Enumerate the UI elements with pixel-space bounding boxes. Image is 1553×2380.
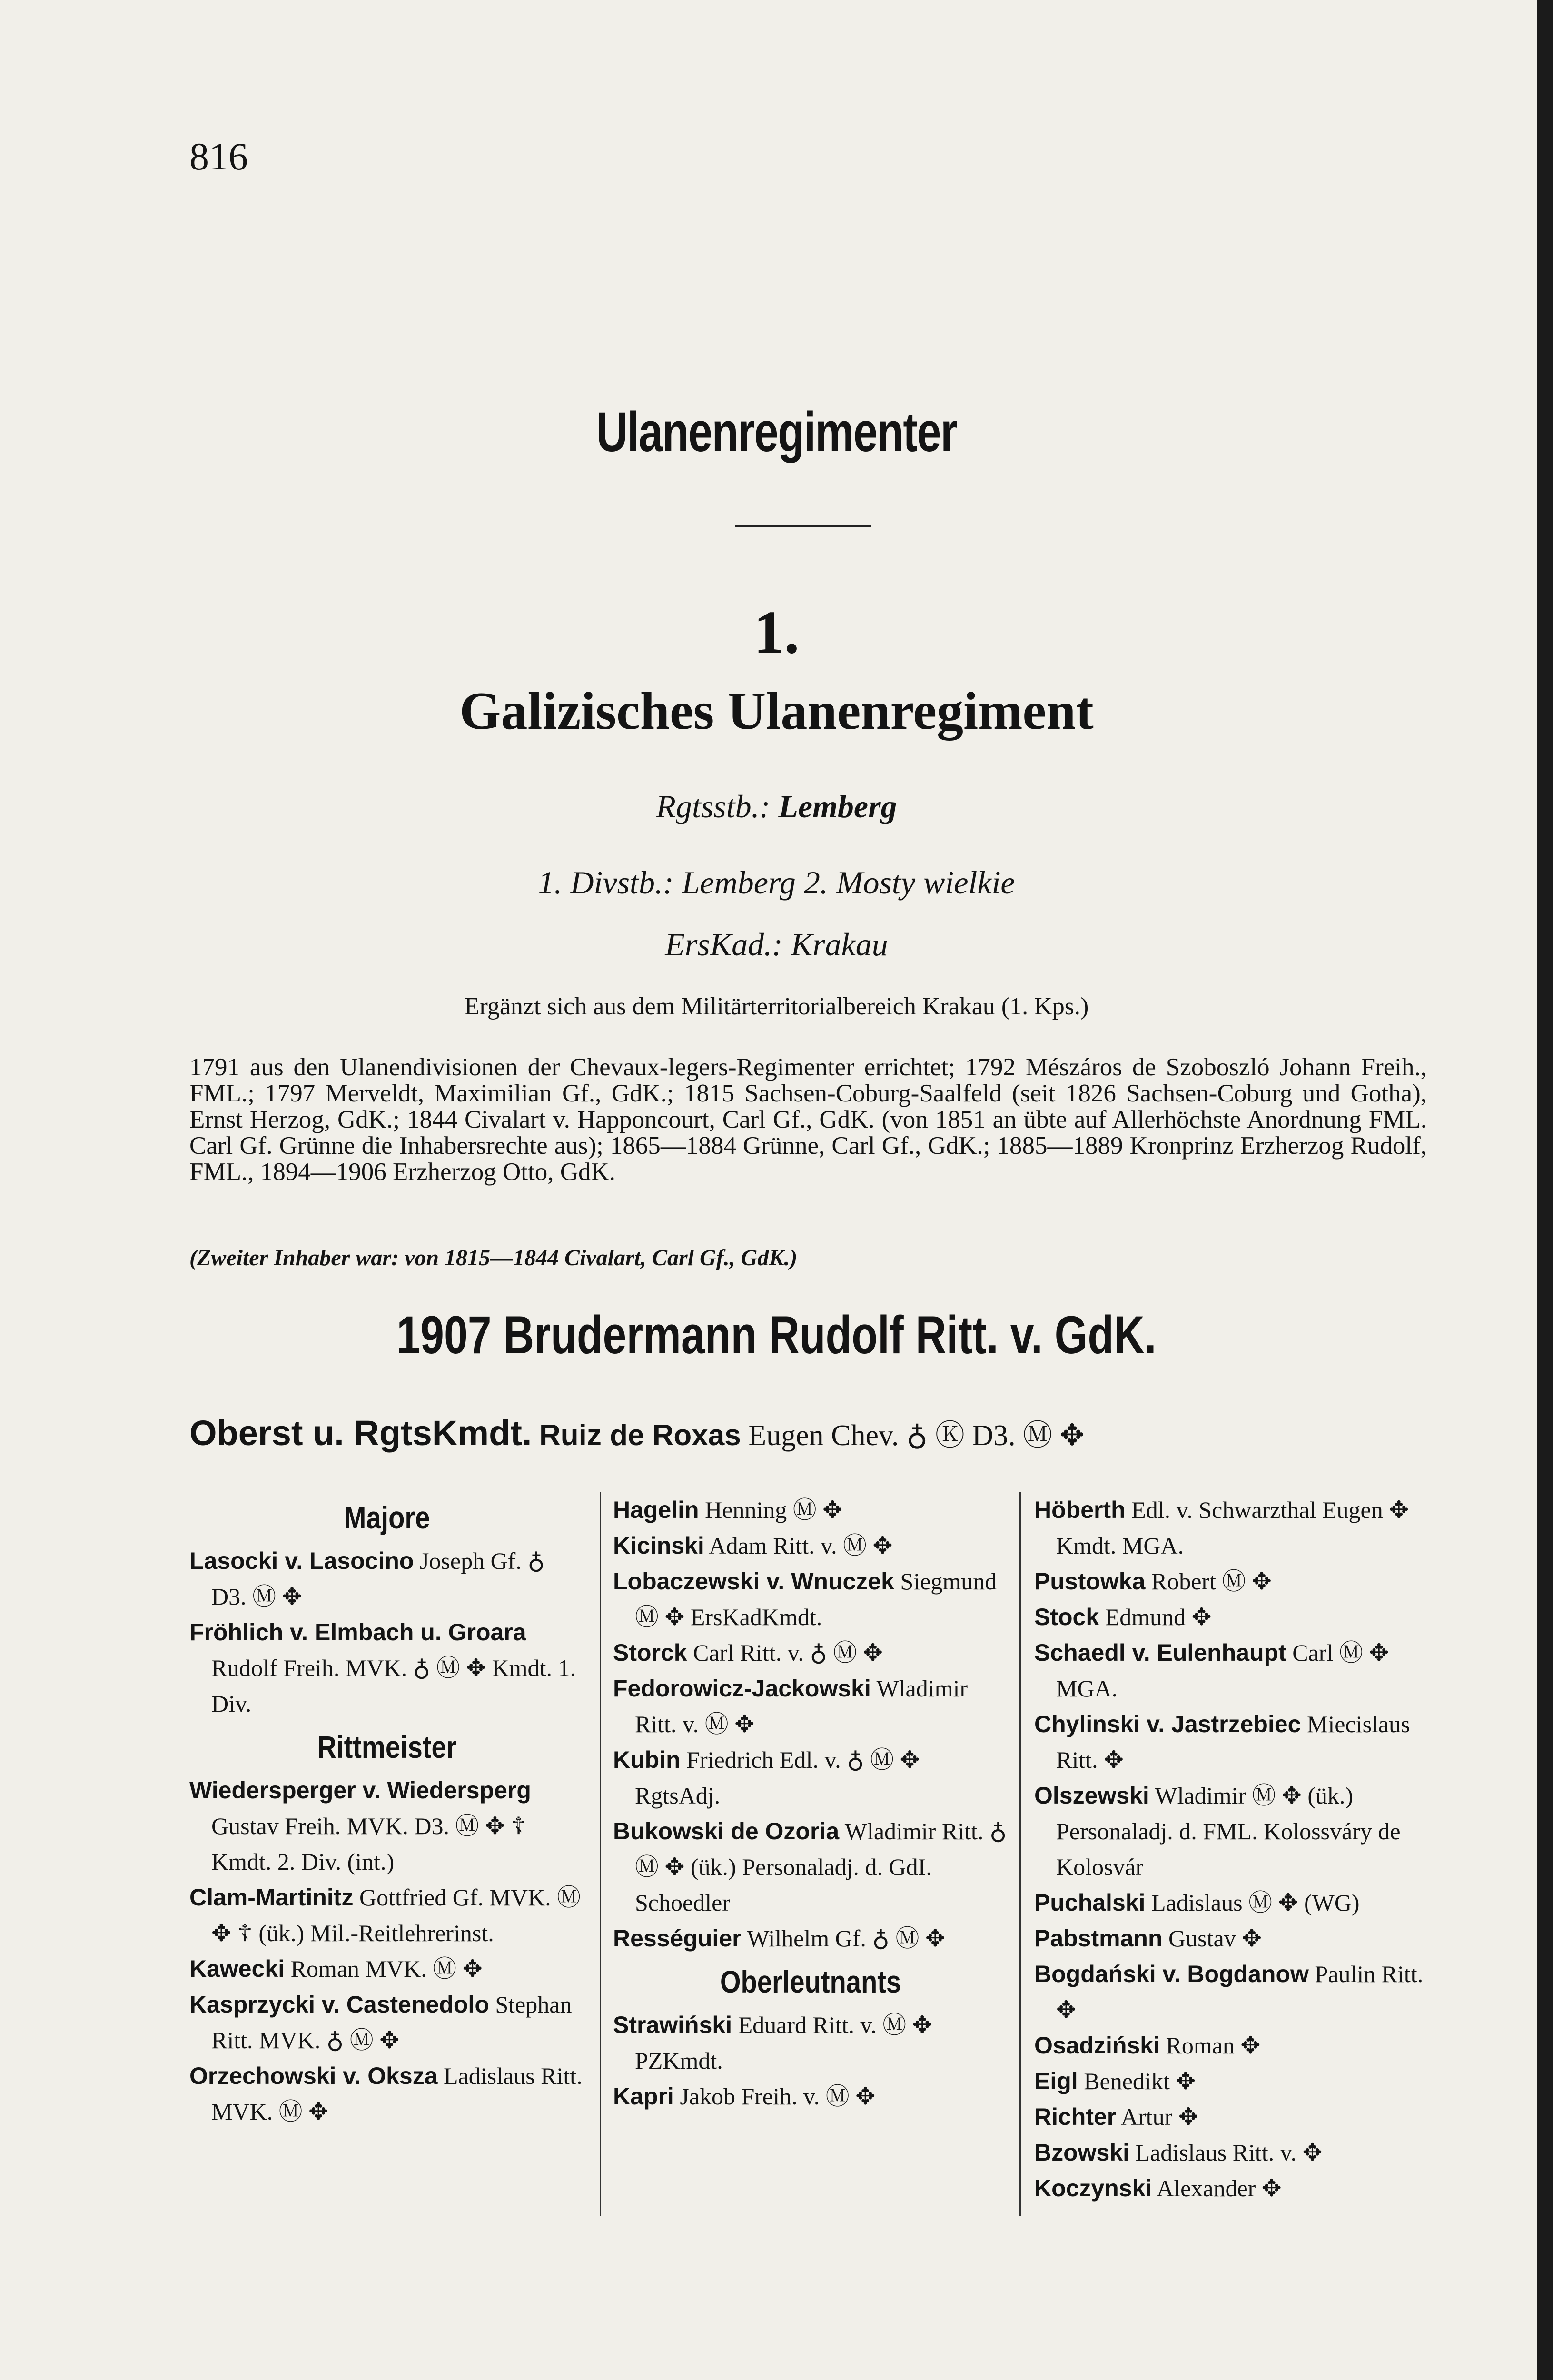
regiment-number: 1.	[753, 598, 800, 666]
officer-details: Joseph Gf. ♁ D3. Ⓜ ✥	[211, 1547, 545, 1610]
history-paragraph: 1791 aus den Ulanendivisionen der Chevaux-legers-Regimenter errichtet; 1792 Mészáros de Szoboszló Johann Freih., FML.; 1797 Merveldt, Maximilian Gf., GdK.; 1815 Sachsen-Coburg-Saalfeld (seit 1826 Sachsen-Coburg und Gotha), Ernst Herzog, GdK.; 1844 Civalart v. Happoncourt, Carl Gf., GdK. (von 1851 an übte auf Allerhöchste Anordnung FML. Carl Gf. Grünne die Inhabersrechte aus); 1865—1884 Grünne, Carl Gf., GdK.; 1885—1889 Kronprinz Erzherzog Rudolf, FML., 1894—1906 Erzherzog Otto, GdK.	[189, 1053, 1427, 1186]
officer-details: Stephan Ritt. MVK. ♁ Ⓜ ✥	[211, 1991, 572, 2053]
officer-details: Robert Ⓜ ✥	[1151, 1568, 1272, 1595]
officer-entry	[1034, 2135, 1429, 2171]
officer-details: Eduard Ritt. v. Ⓜ ✥ PZKmdt.	[635, 2012, 932, 2074]
erskad-line: ErsKad.: Krakau	[665, 926, 888, 962]
officer-name: Orzechowski v. Oksza	[189, 2063, 438, 2089]
officer-entry	[1034, 1921, 1429, 1956]
officer-details: Benedikt ✥	[1084, 2068, 1196, 2094]
officer-details: Jakob Freih. v. Ⓜ ✥	[680, 2083, 876, 2110]
officer-details: Artur ✥	[1121, 2103, 1198, 2130]
officer-details: Carl Ⓜ ✥ MGA.	[1056, 1639, 1389, 1702]
column-divider	[600, 1492, 601, 2216]
rank-heading: Rittmeister	[317, 1729, 457, 1765]
officer-name: Lobaczewski v. Wnuczek	[613, 1568, 894, 1595]
officer-details: Roman MVK. Ⓜ ✥	[290, 1955, 483, 1982]
officer-entry	[1034, 2099, 1429, 2135]
officer-entry	[189, 1951, 584, 1987]
officer-column-3	[1034, 1492, 1429, 2206]
officer-details: Wladimir Ritt. v. Ⓜ ✥	[635, 1675, 968, 1737]
officer-entry	[189, 1987, 584, 2058]
officer-details: Adam Ritt. v. Ⓜ ✥	[709, 1532, 893, 1559]
rank-heading: Oberleutnants	[720, 1964, 901, 1999]
officer-entry	[1034, 1885, 1429, 1921]
officer-details: Friedrich Edl. v. ♁ Ⓜ ✥ RgtsAdj.	[635, 1746, 920, 1809]
officer-entry	[1034, 2028, 1429, 2063]
officer-entry	[1034, 2063, 1429, 2099]
officer-details: Wilhelm Gf. ♁ Ⓜ ✥	[747, 1925, 945, 1952]
officer-name: Kasprzycki v. Castenedolo	[189, 1991, 489, 2018]
page-number: 816	[189, 135, 248, 178]
officer-name: Bzowski	[1034, 2139, 1130, 2166]
officer-name: Strawiński	[613, 2012, 732, 2038]
regiment-owner: 1907 Brudermann Rudolf Ritt. v. GdK.	[396, 1305, 1157, 1365]
officer-details: Siegmund Ⓜ ✥ ErsKadKmdt.	[635, 1568, 997, 1630]
officer-details: Carl Ritt. v. ♁ Ⓜ ✥	[693, 1639, 883, 1666]
officer-name: Pustowka	[1034, 1568, 1146, 1595]
officer-entry	[613, 1492, 1008, 1528]
officer-entry	[189, 1615, 584, 1722]
officer-name: Puchalski	[1034, 1889, 1146, 1916]
ergaenzt-line: Ergänzt sich aus dem Militärterritorialbereich Krakau (1. Kps.)	[464, 993, 1089, 1020]
officer-name: Bukowski de Ozoria	[613, 1818, 840, 1844]
section-title: Ulanenregimenter	[596, 401, 957, 464]
officer-name: Kubin	[613, 1746, 681, 1773]
officer-details: Wladimir Ritt. ♁ Ⓜ ✥ (ük.) Personaladj. d. GdI. Schoedler	[635, 1818, 1007, 1916]
officer-name: Osadziński	[1034, 2032, 1160, 2059]
officer-details: Henning Ⓜ ✥	[705, 1497, 843, 1523]
divstb-line: 1. Divstb.: Lemberg 2. Mosty wielkie	[538, 864, 1015, 901]
officer-entry	[1034, 1492, 1429, 1564]
officer-name: Kapri	[613, 2083, 674, 2110]
commander-line	[189, 1411, 1085, 1454]
rgtsstb-line	[0, 788, 1553, 825]
officer-entry	[189, 1543, 584, 1615]
officer-details: Gustav ✥	[1168, 1925, 1262, 1952]
officer-name: Richter	[1034, 2103, 1117, 2130]
officer-entry	[613, 1814, 1008, 1921]
officer-name: Stock	[1034, 1604, 1099, 1630]
officer-entry	[1034, 1956, 1429, 2028]
officer-details: Ladislaus Ritt. v. ✥	[1135, 2139, 1323, 2166]
officer-name: Rességuier	[613, 1925, 742, 1952]
officer-entry	[189, 1880, 584, 1951]
regiment-name: Galizisches Ulanenregiment	[459, 682, 1094, 741]
officer-name: Fedorowicz-Jackowski	[613, 1675, 871, 1702]
rank-heading: Majore	[344, 1500, 430, 1535]
officer-entry	[1034, 1706, 1429, 1778]
officer-name: Kicinski	[613, 1532, 704, 1559]
officer-entry	[1034, 2171, 1429, 2206]
officer-details: Edmund ✥	[1105, 1604, 1212, 1630]
page-edge-right	[1537, 0, 1553, 2380]
officer-name: Bogdański v. Bogdanow	[1034, 1961, 1309, 1987]
officer-details: Rudolf Freih. MVK. ♁ Ⓜ ✥ Kmdt. 1. Div.	[211, 1655, 576, 1717]
officer-entry	[1034, 1778, 1429, 1885]
officer-details: Ladislaus Ⓜ ✥ (WG)	[1151, 1889, 1360, 1916]
officer-entry	[613, 2007, 1008, 2079]
officer-entry	[1034, 1564, 1429, 1599]
officer-name: Lasocki v. Lasocino	[189, 1547, 414, 1574]
officer-column-1	[189, 1492, 584, 2130]
commander-label: Oberst u. RgtsKmdt.	[189, 1413, 532, 1453]
officer-name: Pabstmann	[1034, 1925, 1163, 1952]
officer-details: Alexander ✥	[1157, 2175, 1282, 2202]
officer-name: Kawecki	[189, 1955, 285, 1982]
officer-entry	[613, 2079, 1008, 2114]
officer-details: Wladimir Ⓜ ✥ (ük.) Personaladj. d. FML. Kolossváry de Kolosvár	[1056, 1782, 1401, 1880]
officer-entry	[613, 1742, 1008, 1814]
officer-name: Schaedl v. Eulenhaupt	[1034, 1639, 1286, 1666]
officer-name: Wiedersperger v. Wiedersperg	[189, 1777, 531, 1804]
officer-details: Gustav Freih. MVK. D3. Ⓜ ✥ ☦ Kmdt. 2. Div. (int.)	[211, 1813, 526, 1875]
officer-name: Hagelin	[613, 1497, 699, 1523]
officer-entry	[189, 2058, 584, 2130]
officer-name: Fröhlich v. Elmbach u. Groara	[189, 1619, 526, 1646]
officer-name: Höberth	[1034, 1497, 1126, 1523]
officer-name: Storck	[613, 1639, 687, 1666]
officer-entry	[613, 1528, 1008, 1564]
column-divider	[1019, 1492, 1021, 2216]
officer-name: Olszewski	[1034, 1782, 1149, 1809]
officer-entry	[613, 1921, 1008, 1956]
officer-details: Edl. v. Schwarzthal Eugen ✥ Kmdt. MGA.	[1056, 1497, 1409, 1559]
commander-name: Ruiz de Roxas	[539, 1419, 741, 1452]
officer-details: Gottfried Gf. MVK. Ⓜ ✥ ☦ (ük.) Mil.-Reitlehrerinst.	[211, 1884, 581, 1946]
officer-name: Chylinski v. Jastrzebiec	[1034, 1711, 1301, 1737]
officer-entry	[613, 1671, 1008, 1742]
officer-details: Roman ✥	[1166, 2032, 1261, 2059]
officer-entry	[613, 1564, 1008, 1635]
officer-column-2	[613, 1492, 1008, 2114]
officer-name: Eigl	[1034, 2068, 1078, 2094]
officer-entry	[613, 1635, 1008, 1671]
officer-name: Koczynski	[1034, 2175, 1152, 2202]
officer-entry	[1034, 1599, 1429, 1635]
officer-details: Ladislaus Ritt. MVK. Ⓜ ✥	[211, 2063, 583, 2125]
rgtsstb-label: Rgtsstb.:	[656, 788, 771, 824]
officer-entry	[1034, 1635, 1429, 1706]
commander-details: Eugen Chev. ♁ Ⓚ D3. Ⓜ ✥	[748, 1419, 1085, 1452]
officer-details: Miecislaus Ritt. ✥	[1056, 1711, 1410, 1773]
rgtsstb-value: Lemberg	[778, 788, 897, 824]
officer-details: Paulin Ritt. ✥	[1056, 1961, 1424, 2023]
title-divider	[735, 525, 871, 527]
officer-name: Clam-Martinitz	[189, 1884, 354, 1911]
second-owner-note: (Zweiter Inhaber war: von 1815—1844 Civalart, Carl Gf., GdK.)	[189, 1245, 798, 1270]
officer-entry	[189, 1773, 584, 1880]
